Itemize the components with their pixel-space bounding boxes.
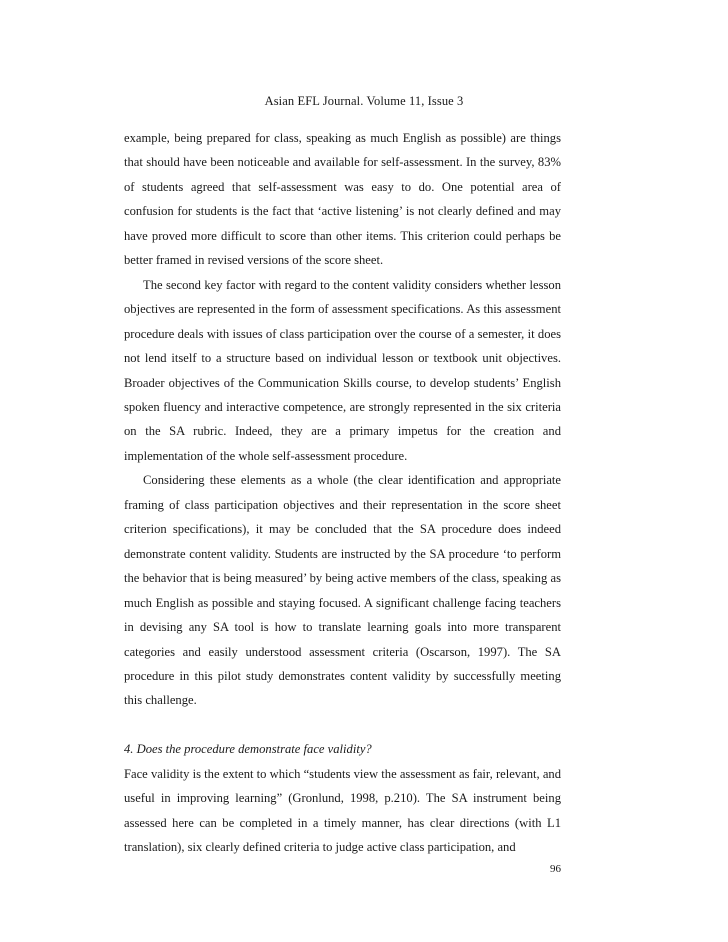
paragraph-continuation: example, being prepared for class, speaking as much English as possible) are things that should have been noticeable and available for self-assessment. In the survey, 83% of students agreed that self-assessment was easy to do. One potential area of confusion for students is the fact that ‘active listening’ is not clearly defined and may have proved more difficult to score than other items. This criterion could perhaps be better framed in revised versions of the score sheet. [124, 131, 561, 268]
page-number: 96 [550, 863, 561, 875]
paragraph-conclusion: Considering these elements as a whole (the clear identification and appropriate framing of class participation objectives and their representation in the score sheet criterion specifications), it may be concluded that the SA procedure does indeed demonstrate content validity. Students are instructed by the SA procedure ‘to perform the behavior that is being measured’ by being active members of the class, speaking as much English as possible and staying focused. A significant challenge facing teachers in devising any SA tool is how to translate learning goals into more transparent categories and easily understood assessment criteria (Oscarson, 1997). The SA procedure in this pilot study demonstrates content validity by successfully meeting this challenge. [124, 473, 561, 708]
running-header: Asian EFL Journal. Volume 11, Issue 3 [264, 94, 464, 108]
body-text [124, 126, 561, 860]
paragraph-content-validity: The second key factor with regard to the content validity considers whether lesson objectives are represented in the form of assessment specifications. As this assessment procedure deals with issues of class participation over the course of a semester, it does not lend itself to a structure based on individual lesson or textbook unit objectives. Broader objectives of the Communication Skills course, to develop students’ English spoken fluency and interactive competence, are strongly represented in the six criteria on the SA rubric. Indeed, they are a primary impetus for the creation and implementation of the whole self-assessment procedure. [124, 277, 561, 463]
paragraph-face-validity: Face validity is the extent to which “students view the assessment as fair, relevant, and useful in improving learning” (Gronlund, 1998, p.210). The SA instrument being assessed here can be completed in a timely manner, has clear directions (with L1 translation), six clearly defined criteria to judge active class participation, and [124, 766, 561, 855]
section-heading: 4. Does the procedure demonstrate face validity? [124, 742, 372, 757]
